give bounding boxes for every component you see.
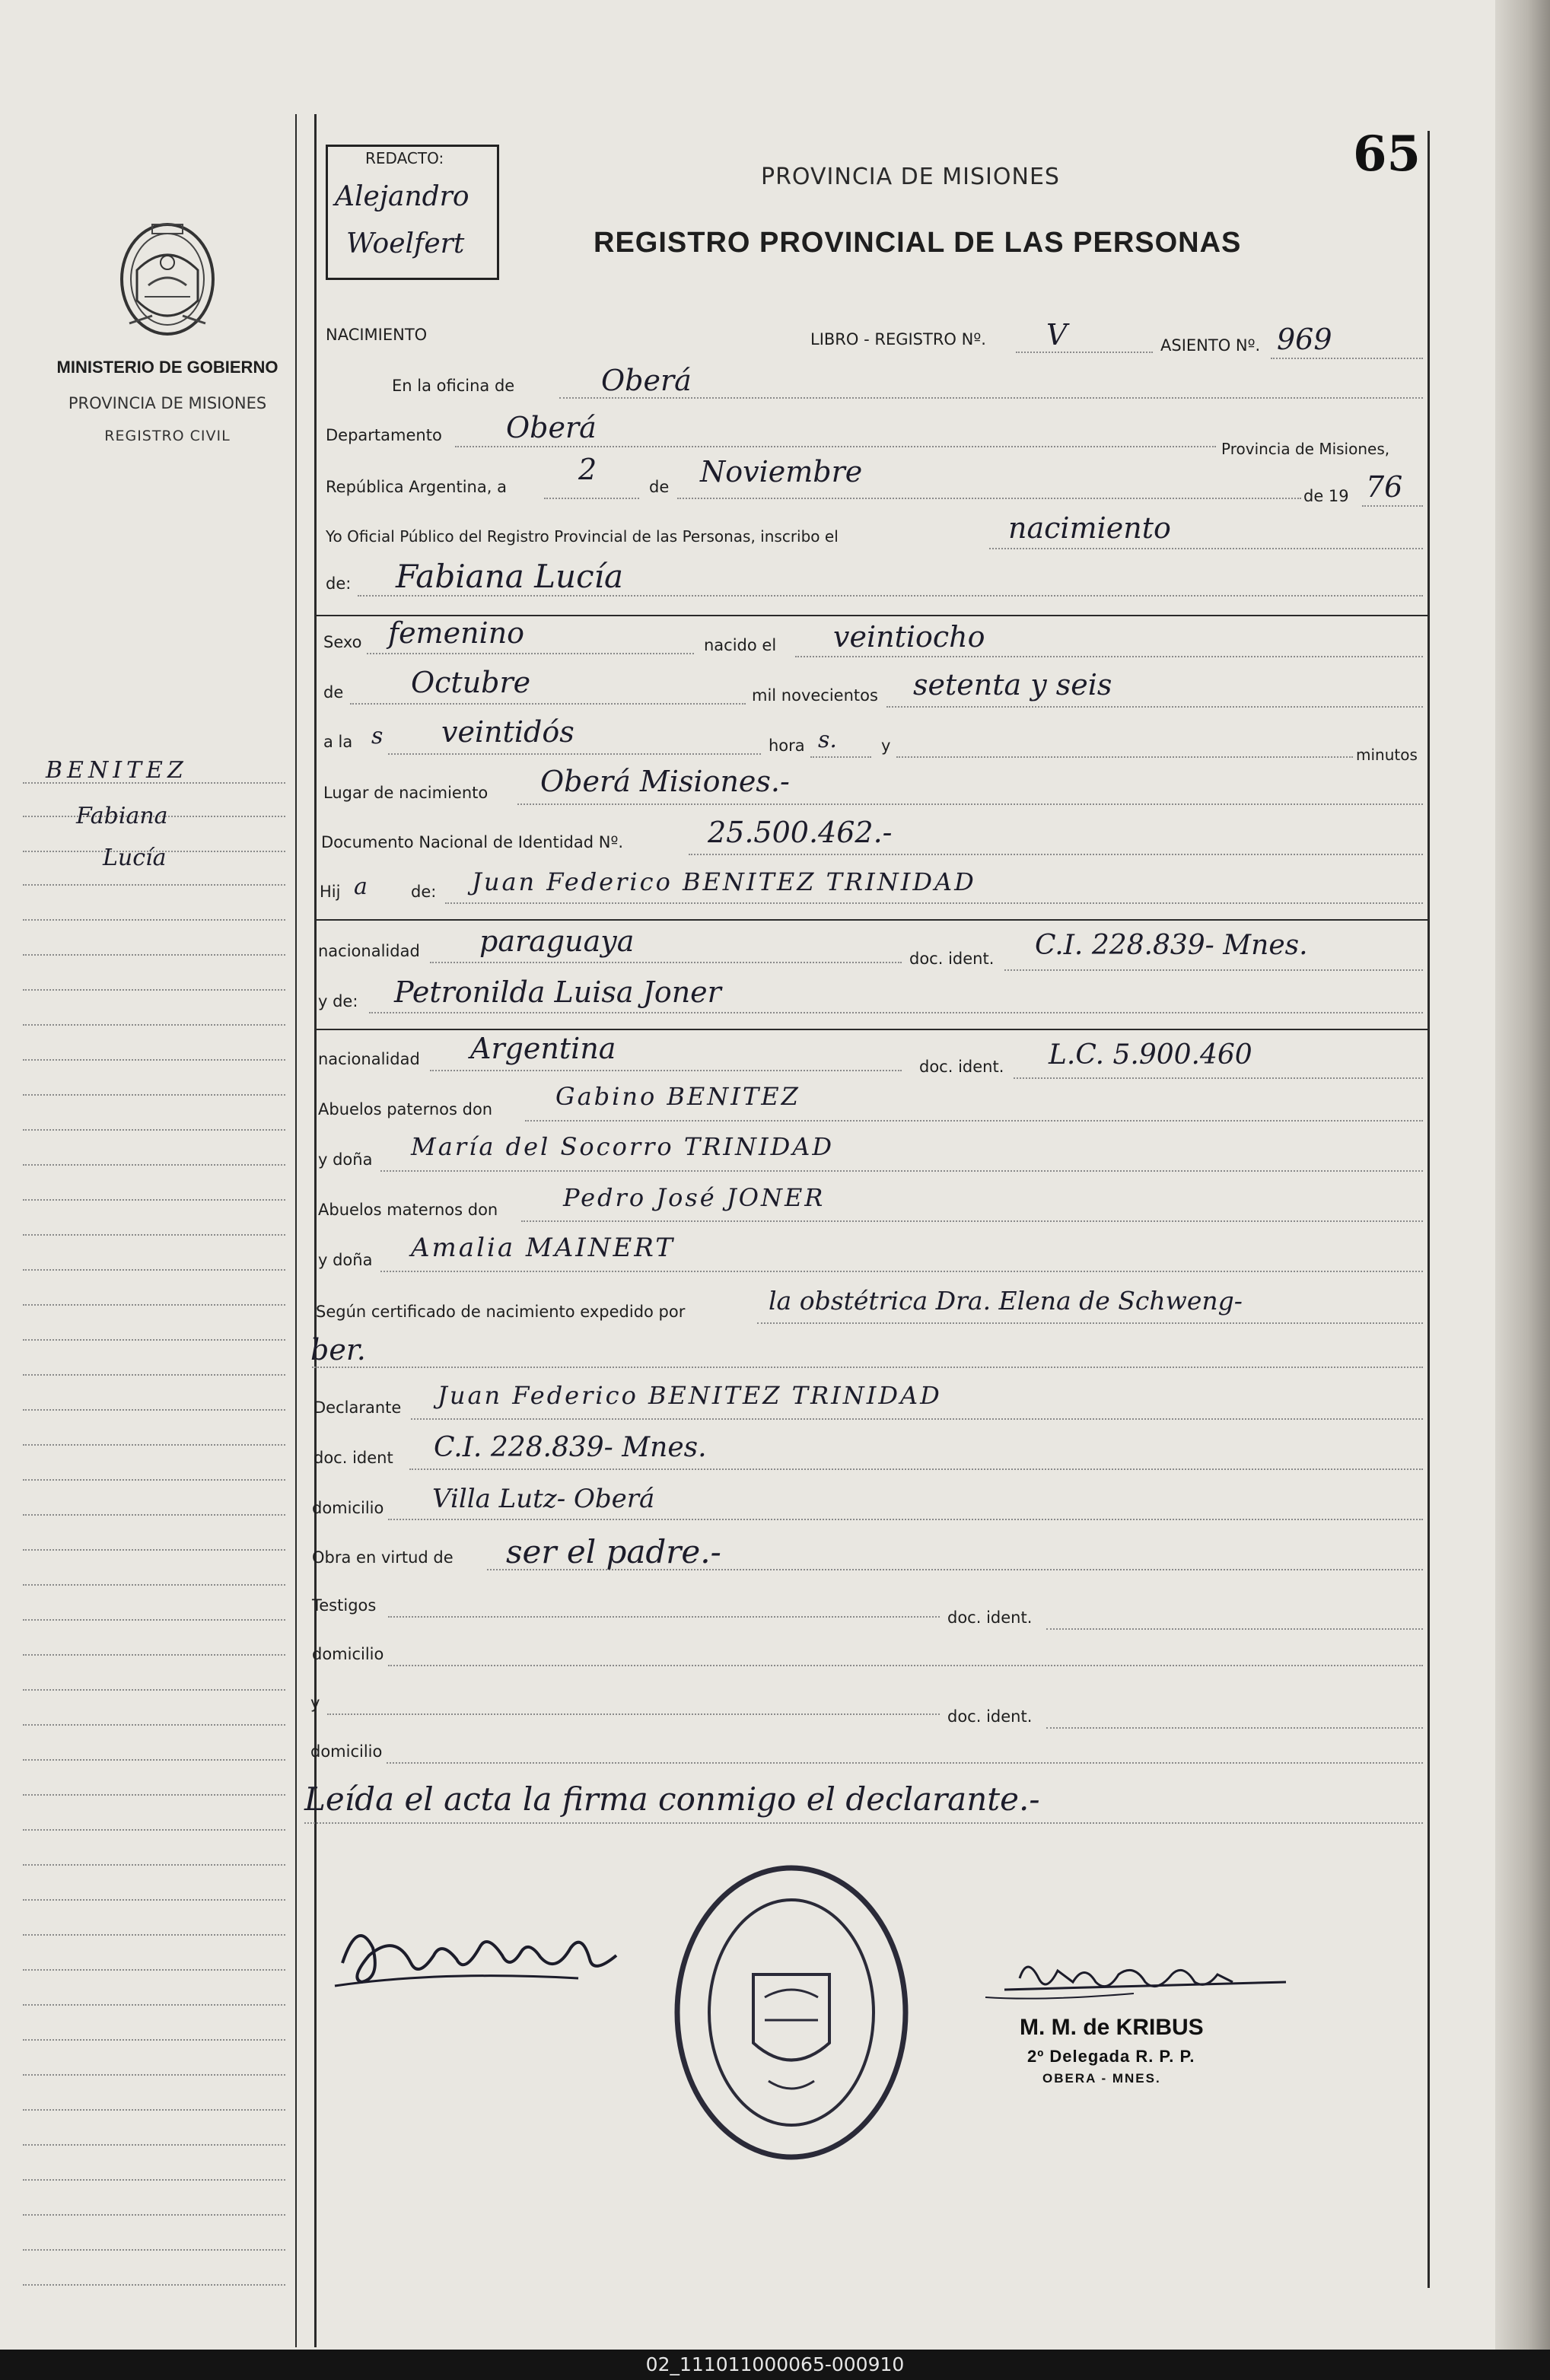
redacto-label: REDACTO:: [365, 149, 444, 167]
sexo-value: femenino: [388, 616, 525, 650]
sexo-label: Sexo: [323, 633, 362, 651]
certificado-line: [757, 1322, 1423, 1324]
declarante-doc-line: [409, 1468, 1423, 1470]
mother-nat-line: [430, 1070, 902, 1071]
father-line: [445, 902, 1423, 904]
mother-doc-line: [1014, 1077, 1423, 1079]
de-person-label: de:: [326, 574, 352, 593]
testigo-1-doc-label: doc. ident.: [947, 1608, 1033, 1627]
hora-line: [810, 756, 871, 758]
libro-label: LIBRO - REGISTRO Nº.: [810, 330, 986, 348]
scan-caption: 02_111011000065-000910: [645, 2353, 905, 2375]
nacido-line: [795, 656, 1423, 657]
dni-label: Documento Nacional de Identidad Nº.: [321, 833, 624, 851]
de-19-label: de 19: [1303, 487, 1349, 505]
redacto-name-line-2: Woelfert: [346, 228, 465, 259]
year-value: 76: [1366, 470, 1403, 504]
hora-value: s.: [818, 727, 837, 753]
declarante-doc-value: C.I. 228.839- Mnes.: [434, 1432, 707, 1463]
testigo-2-domicilio-label: domicilio: [310, 1742, 383, 1761]
official-signature: [982, 1948, 1301, 2016]
closing-statement: Leída el acta la firma conmigo el declarante.-: [304, 1780, 1040, 1818]
asiento-line: [1271, 358, 1423, 359]
father-nat-value: paraguaya: [479, 924, 635, 958]
anio-value: setenta y seis: [913, 668, 1112, 702]
testigo-y-label: y: [310, 1694, 320, 1712]
hora-label: hora: [769, 737, 805, 755]
dni-value: 25.500.462.-: [708, 816, 893, 849]
testigo-1-domicilio-line: [388, 1665, 1423, 1666]
abuelos-pat-label: Abuelos paternos don: [318, 1100, 493, 1118]
y-de-label: y de:: [318, 992, 358, 1010]
abuela-mat-value: Amalia MAINERT: [411, 1233, 675, 1263]
lugar-value: Oberá Misiones.-: [540, 765, 790, 798]
month-line: [677, 498, 1301, 499]
departamento-line: [455, 446, 1216, 447]
certificado-line-2: [312, 1367, 1423, 1368]
mil-label: mil novecientos: [752, 686, 878, 705]
declarant-signature: [327, 1902, 632, 2009]
domicilio-line: [388, 1519, 1423, 1520]
section-divider-3: [314, 1029, 1427, 1030]
abuelo-pat-line: [525, 1120, 1423, 1122]
mother-doc-label: doc. ident.: [919, 1058, 1004, 1076]
abuela-pat-value: María del Socorro TRINIDAD: [411, 1132, 834, 1161]
right-frame-line: [1427, 131, 1430, 2288]
father-value: Juan Federico BENITEZ TRINIDAD: [472, 867, 976, 896]
declarante-value: Juan Federico BENITEZ TRINIDAD: [438, 1381, 942, 1410]
anio-line: [886, 706, 1423, 708]
minutos-label: minutos: [1356, 746, 1418, 764]
hora-text-value: veintidós: [441, 715, 574, 749]
mother-doc-value: L.C. 5.900.460: [1049, 1039, 1252, 1071]
nacido-value: veintiocho: [833, 620, 985, 654]
oficina-line: [559, 397, 1423, 399]
provincial-coat-of-arms-icon: [114, 217, 221, 342]
testigo-1-line: [388, 1616, 940, 1618]
mes-value: Octubre: [411, 666, 531, 699]
official-stamp-title: 2º Delegada R. P. P.: [1027, 2047, 1195, 2066]
domicilio-label: domicilio: [312, 1499, 384, 1517]
father-doc-label: doc. ident.: [909, 950, 995, 968]
father-doc-value: C.I. 228.839- Mnes.: [1035, 930, 1308, 961]
lugar-label: Lugar de nacimiento: [323, 784, 489, 802]
ministry-label: MINISTERIO DE GOBIERNO: [56, 358, 278, 377]
nacimiento-label: NACIMIENTO: [326, 326, 428, 344]
declarante-label: Declarante: [314, 1398, 402, 1417]
de-label: de: [649, 478, 670, 496]
margin-given-name-1: Fabiana: [76, 803, 168, 829]
republica-label: República Argentina, a: [326, 478, 507, 496]
a-las-suffix: s: [371, 723, 384, 749]
month-value: Noviembre: [700, 455, 863, 488]
mother-nacionalidad-label: nacionalidad: [318, 1050, 420, 1068]
asiento-label: ASIENTO Nº.: [1160, 336, 1261, 355]
father-doc-line: [1004, 969, 1423, 971]
nacido-label: nacido el: [704, 636, 777, 654]
father-nacionalidad-label: nacionalidad: [318, 942, 420, 960]
province-heading: PROVINCIA DE MISIONES: [761, 164, 1060, 190]
hora-text-line: [388, 753, 761, 755]
abuelo-mat-line: [521, 1220, 1423, 1222]
testigo-2-domicilio-line: [387, 1762, 1423, 1764]
redacto-name-line-1: Alejandro: [335, 181, 469, 212]
mes-line: [350, 703, 746, 705]
acto-value: nacimiento: [1008, 511, 1171, 545]
left-frame-line: [314, 114, 317, 2347]
abuelo-mat-value: Pedro José JONER: [563, 1183, 826, 1212]
lugar-line: [517, 803, 1423, 805]
obra-value: ser el padre.-: [506, 1533, 721, 1570]
acto-line: [989, 548, 1423, 549]
sexo-line: [367, 653, 694, 654]
margin-surname: BENITEZ: [46, 757, 188, 784]
mother-line: [369, 1012, 1423, 1013]
testigo-2-line: [327, 1713, 940, 1715]
person-line: [358, 595, 1423, 597]
abuela-pat-line: [380, 1170, 1423, 1172]
registry-heading: REGISTRO PROVINCIAL DE LAS PERSONAS: [594, 227, 1242, 259]
certificado-value-2: ber.: [310, 1333, 366, 1367]
day-value: 2: [578, 453, 597, 486]
closing-line: [304, 1822, 1423, 1824]
margin-given-name-2: Lucía: [103, 845, 167, 871]
testigo-2-doc-label: doc. ident.: [947, 1707, 1033, 1726]
dni-line: [689, 854, 1423, 855]
de-mes-label: de: [323, 683, 344, 702]
minutos-line: [896, 756, 1353, 758]
departamento-label: Departamento: [326, 426, 442, 444]
civil-registry-label: REGISTRO CIVIL: [104, 428, 231, 444]
certificado-value-1: la obstétrica Dra. Elena de Schweng-: [769, 1286, 1243, 1316]
year-line: [1362, 505, 1423, 507]
person-value: Fabiana Lucía: [396, 558, 624, 595]
abuelos-mat-label: Abuelos maternos don: [318, 1201, 498, 1219]
margin-column-line: [295, 114, 297, 2347]
oficina-value: Oberá: [601, 364, 692, 397]
abuela-pat-dona-label: y doña: [318, 1150, 373, 1169]
declarante-line: [411, 1418, 1423, 1420]
certificado-label: Según certificado de nacimiento expedido por: [316, 1303, 686, 1321]
testigo-1-domicilio-label: domicilio: [312, 1645, 384, 1663]
obra-label: Obra en virtud de: [312, 1548, 454, 1567]
hij-suffix: a: [354, 873, 368, 900]
oficial-label: Yo Oficial Público del Registro Provincial de las Personas, inscribo el: [326, 527, 839, 546]
section-divider-2: [314, 919, 1427, 921]
asiento-value: 969: [1277, 323, 1332, 356]
libro-line: [1016, 352, 1153, 353]
libro-value: V: [1046, 318, 1068, 352]
father-nat-line: [430, 962, 902, 963]
registry-oval-seal: [670, 1860, 913, 2165]
abuela-mat-dona-label: y doña: [318, 1251, 373, 1269]
testigos-label: Testigos: [312, 1596, 377, 1615]
a-las-label: a la: [323, 733, 353, 751]
page-stack-edge: [1495, 0, 1550, 2350]
hij-de-label: de:: [411, 883, 437, 901]
domicilio-value: Villa Lutz- Oberá: [432, 1484, 655, 1514]
province-label: PROVINCIA DE MISIONES: [68, 394, 267, 412]
oficina-label: En la oficina de: [392, 377, 515, 395]
testigo-1-doc-line: [1046, 1628, 1423, 1630]
testigo-2-doc-line: [1046, 1727, 1423, 1729]
provincia-label: Provincia de Misiones,: [1221, 440, 1390, 458]
y-label: y: [881, 737, 891, 755]
page-number: 65: [1353, 126, 1421, 183]
mother-value: Petronilda Luisa Joner: [394, 975, 721, 1009]
abuela-mat-line: [380, 1271, 1423, 1272]
official-stamp-name: M. M. de KRIBUS: [1020, 2015, 1204, 2040]
departamento-value: Oberá: [506, 411, 597, 444]
mother-nat-value: Argentina: [470, 1032, 616, 1065]
day-line: [544, 498, 639, 499]
official-stamp-place: OBERA - MNES.: [1042, 2071, 1161, 2086]
hij-label: Hij: [320, 883, 341, 901]
abuelo-pat-value: Gabino BENITEZ: [555, 1082, 800, 1111]
declarante-doc-label: doc. ident: [314, 1449, 393, 1467]
